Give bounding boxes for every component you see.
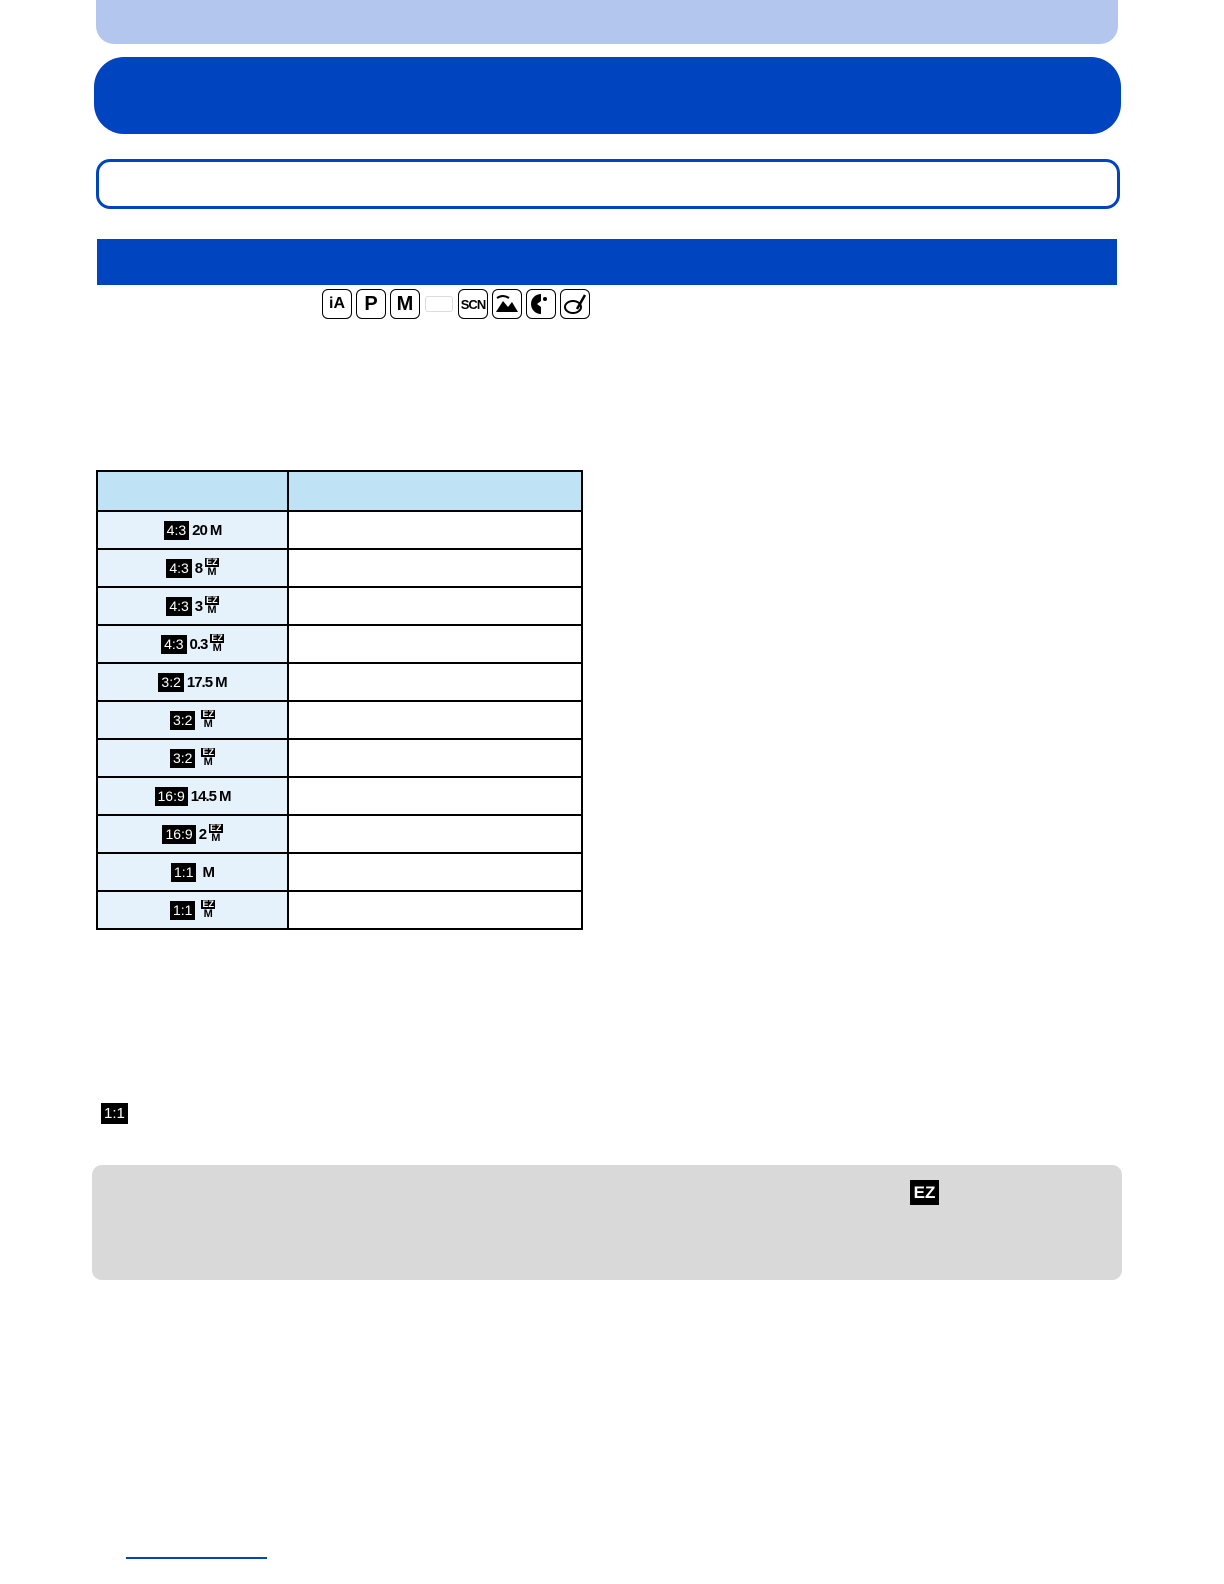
picture-size-value-cell (288, 815, 582, 853)
scene-mode-icon: SCN (458, 289, 488, 319)
footer-link-underline (126, 1557, 267, 1559)
table-row (97, 549, 582, 587)
picture-size-icon-cell (97, 663, 288, 701)
table-row (97, 625, 582, 663)
aspect-ratio-badge: 3:2 (158, 673, 183, 692)
picture-size-icon-cell (97, 625, 288, 663)
megapixel-value: 17.5 (186, 673, 213, 691)
creative-control-icon (526, 289, 556, 319)
picture-size-value-cell (288, 739, 582, 777)
intelligent-auto-icon: iA (322, 289, 352, 319)
subtitle-box (96, 159, 1120, 209)
megapixel-unit: M (212, 642, 222, 654)
picture-size-value-cell (288, 587, 582, 625)
extended-zoom-icon (201, 710, 215, 730)
table-row (97, 663, 582, 701)
ez-label: EZ (210, 823, 222, 833)
picture-size-icon-cell (97, 739, 288, 777)
aspect-ratio-badge: 4:3 (166, 597, 191, 616)
aspect-1-1-icon: 1:1 (101, 1103, 128, 1124)
picture-size-icon-cell (97, 777, 288, 815)
megapixel-unit: M (215, 673, 227, 691)
table-row (97, 739, 582, 777)
megapixel-unit: M (207, 566, 217, 578)
aspect-ratio-badge: 1:1 (171, 863, 196, 882)
aspect-ratio-badge: 3:2 (170, 711, 195, 730)
program-ae-icon: P (356, 289, 386, 319)
table-header-row (97, 471, 582, 511)
picture-size-icon (171, 863, 214, 882)
table-row (97, 853, 582, 891)
picture-size-icon-cell (97, 511, 288, 549)
megapixel-unit: M (207, 604, 217, 616)
picture-size-icon (166, 558, 218, 578)
picture-size-icon-cell (97, 549, 288, 587)
extended-zoom-icon: EZ (910, 1180, 939, 1205)
megapixel-unit: M (211, 832, 221, 844)
ez-label: EZ (211, 633, 223, 643)
aspect-ratio-badge: 16:9 (162, 825, 195, 844)
picture-size-icon (155, 787, 231, 806)
picture-size-icon-cell (97, 815, 288, 853)
aspect-ratio-badge: 4:3 (166, 559, 191, 578)
aspect-ratio-badge: 16:9 (155, 787, 188, 806)
picture-size-value-cell (288, 549, 582, 587)
megapixel-value: 14.5 (190, 787, 216, 805)
picture-size-value-cell (288, 777, 582, 815)
megapixel-value: 2 (198, 825, 207, 843)
note-box (92, 1165, 1122, 1280)
megapixel-value: 20 (192, 521, 207, 539)
table-header-cell (288, 471, 582, 511)
picture-size-value-cell (288, 853, 582, 891)
top-tab-bar (96, 0, 1118, 44)
megapixel-value: 8 (194, 559, 203, 577)
megapixel-unit: M (203, 718, 213, 730)
section-header-bar (97, 239, 1117, 285)
ez-label: EZ (206, 557, 218, 567)
picture-size-icon (166, 596, 218, 616)
creative-retouch-icon (560, 289, 590, 319)
extended-zoom-icon (201, 900, 215, 920)
picture-size-value-cell (288, 701, 582, 739)
picture-size-table (96, 470, 583, 930)
manual-exposure-icon: M (390, 289, 420, 319)
aspect-ratio-badge: 3:2 (170, 749, 195, 768)
ez-label: EZ (202, 899, 214, 909)
table-row (97, 587, 582, 625)
aspect-ratio-badge: 1:1 (170, 901, 195, 920)
aspect-ratio-badge: 4:3 (164, 521, 189, 540)
applicable-modes (322, 289, 590, 321)
ez-label: EZ (206, 595, 218, 605)
picture-size-icon-cell (97, 891, 288, 929)
ez-label: EZ (202, 709, 214, 719)
picture-size-value-cell (288, 625, 582, 663)
picture-size-value-cell (288, 663, 582, 701)
picture-size-icon (170, 900, 215, 920)
extended-zoom-icon (209, 824, 223, 844)
megapixel-unit: M (209, 521, 222, 539)
picture-size-icon (170, 710, 215, 730)
page-title-bar (94, 57, 1121, 134)
panorama-icon (492, 289, 522, 319)
extended-zoom-icon (205, 596, 219, 616)
megapixel-unit: M (203, 756, 213, 768)
picture-size-icon (162, 824, 222, 844)
megapixel-unit: M (202, 863, 214, 881)
ez-label: EZ (202, 747, 214, 757)
table-header-cell (97, 471, 288, 511)
picture-size-value-cell (288, 891, 582, 929)
picture-size-icon-cell (97, 587, 288, 625)
extended-zoom-icon (205, 558, 219, 578)
megapixel-unit: M (218, 787, 231, 805)
megapixel-unit: M (203, 908, 213, 920)
table-row (97, 777, 582, 815)
extended-zoom-icon (201, 748, 215, 768)
aspect-ratio-badge: 4:3 (161, 635, 186, 654)
megapixel-value: 3 (194, 597, 203, 615)
unavailable-mode-icon (424, 289, 454, 319)
picture-size-icon (164, 521, 222, 540)
picture-size-icon (158, 673, 226, 692)
picture-size-icon-cell (97, 853, 288, 891)
picture-size-icon (170, 748, 215, 768)
picture-size-value-cell (288, 511, 582, 549)
picture-size-icon (161, 634, 224, 654)
picture-size-icon-cell (97, 701, 288, 739)
table-row (97, 701, 582, 739)
table-row (97, 511, 582, 549)
table-row (97, 891, 582, 929)
extended-zoom-icon (210, 634, 224, 654)
table-row (97, 815, 582, 853)
megapixel-value: 0.3 (189, 635, 208, 653)
